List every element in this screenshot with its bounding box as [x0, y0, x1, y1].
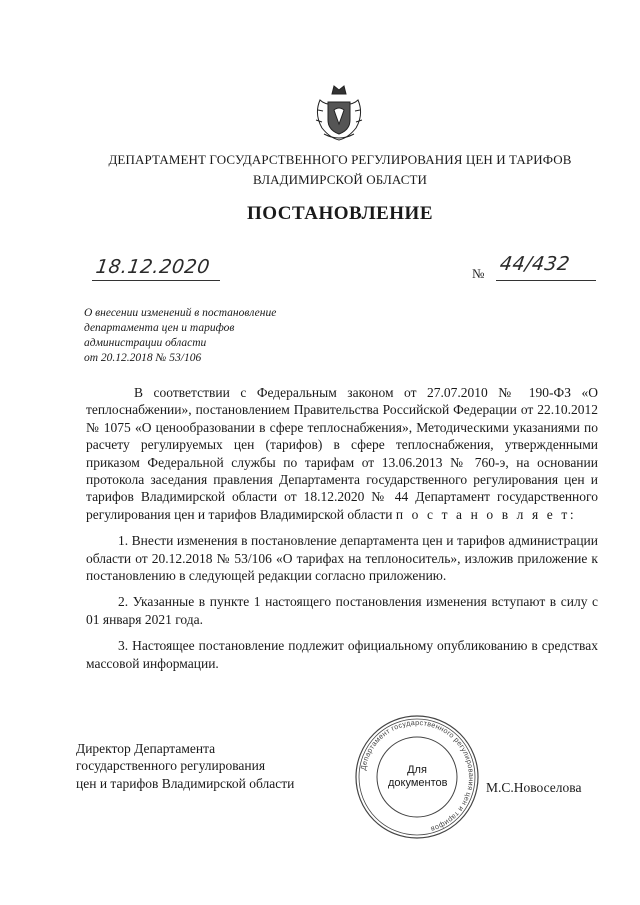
position-line: государственного регулирования [76, 758, 266, 774]
intro-paragraph [86, 384, 598, 523]
department-name: ДЕПАРТАМЕНТ ГОСУДАРСТВЕННОГО РЕГУЛИРОВАНИЯ ЦЕН И ТАРИФОВ [108, 152, 572, 167]
number-value: 44/432 [498, 253, 572, 275]
position-line: цен и тарифов Владимирской области [76, 775, 295, 791]
body-text [86, 384, 598, 672]
item-paragraph: 3. Настоящее постановление подлежит официальному опубликованию в средствах массовой информации. [86, 638, 598, 671]
subject-line: администрации области [84, 337, 207, 349]
subject-line: О внесении изменений в постановление [84, 307, 277, 319]
position-line: Директор Департамента [76, 741, 216, 756]
stamp-ring-text: Департамент государственного регулирования цен и тарифов [358, 717, 477, 835]
resolves-word: п о с т а н о в л я е т: [395, 506, 577, 522]
handwritten-number [500, 253, 590, 275]
date-value: 18.12.2020 [94, 256, 212, 278]
signer-position [76, 740, 356, 792]
number-sign: № [472, 266, 485, 281]
intro-text: В соответствии с Федеральным законом от 27.07.2010 № 190-ФЗ «О теплоснабжении», постановлением Правительства Российской Федерации от 22.10.2012 № 1075 «О ценообразовании в сфере теплоснабжения», Методическими указаниями по расчету регулируемых цен (тарифов) в сфере теплоснабжения, утвержденными приказом Федеральной службы по тарифам от 13.06.2013 № 760-э, на основании протокола заседания правления Департамента государственного регулирования цен и тарифов Владимирской области от 18.12.2020 № 44 Департамент государственного регулирования цен и тарифов Владимирской области [86, 385, 598, 522]
subject-line: департамента цен и тарифов [84, 322, 235, 334]
stamp-line: Для [407, 764, 427, 776]
signer-name: М.С.Новоселова [486, 780, 582, 795]
coat-of-arms-icon [312, 80, 366, 144]
subject-block [84, 306, 314, 366]
stamp-center-text [388, 764, 446, 790]
item-paragraph: 1. Внести изменения в постановление департамента цен и тарифов администрации области от 20.12.2018 № 53/106 «О тарифах на теплоноситель», изложив приложение к постановлению в следующей редакции согласно приложению. [86, 533, 598, 584]
date-underline [92, 280, 220, 281]
stamp-line: документов [388, 777, 448, 789]
item-paragraph: 2. Указанные в пункте 1 настоящего постановления изменения вступают в силу с 01 января 2021 года. [86, 594, 598, 627]
document-title: ПОСТАНОВЛЕНИЕ [246, 203, 434, 224]
department-region: ВЛАДИМИРСКОЙ ОБЛАСТИ [252, 172, 428, 187]
number-underline [496, 280, 596, 281]
subject-line: от 20.12.2018 № 53/106 [84, 352, 202, 364]
handwritten-date [96, 256, 222, 278]
